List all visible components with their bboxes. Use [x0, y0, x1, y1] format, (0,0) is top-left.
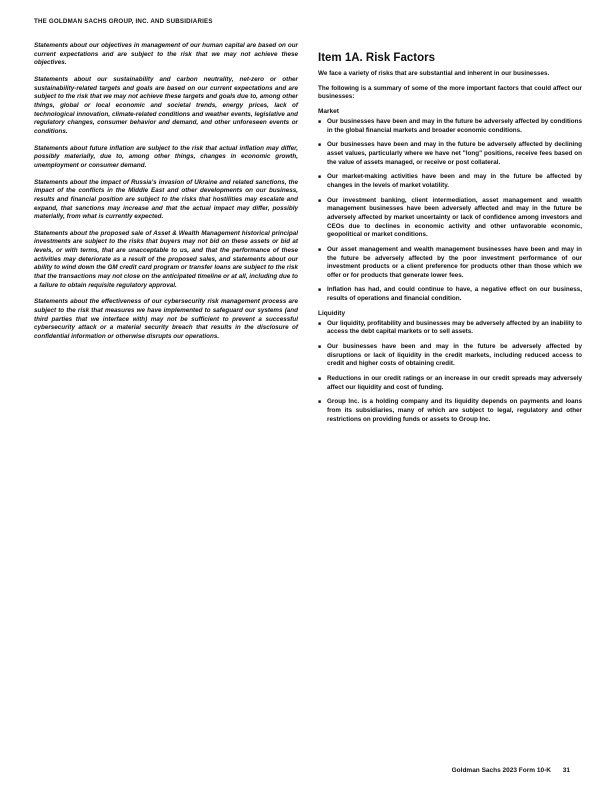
left-column [34, 42, 298, 350]
list-item: ■ Our businesses have been and may in the future be adversely affected by disruptions or lack of liquidity in the credit markets, including reduced access to credit and higher costs of obtaining credit. [318, 343, 582, 369]
intro-paragraph: We face a variety of risks that are substantial and inherent in our businesses. [318, 70, 550, 77]
section-title: Item 1A. Risk Factors [318, 52, 435, 64]
page-footer [452, 767, 570, 774]
forward-looking-paragraph: Statements about future inflation are subject to the risk that actual inflation may differ, possibly materially, due to, among other things, changes in economic growth, unemployment or consumer demand. [34, 144, 298, 169]
intro-paragraph: The following is a summary of some of the more important factors that could affect our businesses: [318, 84, 582, 101]
list-item: ■ Our businesses have been and may in the future be adversely affected by conditions in the global financial markets and broader economic conditions. [318, 118, 582, 135]
right-column [318, 42, 582, 430]
forward-looking-paragraph: Statements about our objectives in management of our human capital are based on our current expectations and are subject to the risk that we may not achieve these objectives. [34, 42, 298, 67]
forward-looking-paragraph: Statements about the proposed sale of Asset & Wealth Management historical principal investments are subject to the risks that buyers may not bid on these assets or bid at levels, or with terms, that are unacceptable to us, and that the performance of these activities may deteriorate as a result of the proposed sales, and statements about our ability to wind down the GM credit card program or transfer loans are subject to the risk that the transactions may not close on the anticipated timeline or at all, including due to a failure to obtain requisite regulatory approval. [34, 229, 298, 289]
list-item: ■ Group Inc. is a holding company and its liquidity depends on payments and loans from its subsidiaries, many of which are subject to legal, regulatory and other restrictions on providing funds or assets to Group Inc. [318, 398, 582, 424]
list-item: ■ Inflation has had, and could continue to have, a negative effect on our business, results of operations and financial condition. [318, 286, 582, 303]
liquidity-risk-list [318, 320, 582, 425]
forward-looking-paragraph: Statements about the impact of Russia's invasion of Ukraine and related sanctions, the impact of the conflicts in the Middle East and other developments on our business, results and financial position are subject to the risks that hostilities may escalate and expand, that sanctions may increase and that the actual impact may differ, possibly materially, from what is currently expected. [34, 178, 298, 221]
list-item: ■ Our investment banking, client intermediation, asset management and wealth management businesses have been adversely affected and may in the future be adversely affected by market uncertainty or lack of confidence among investors and CEOs due to declines in economic activity and other unfavorable economic, geopolitical or market conditions. [318, 197, 582, 240]
market-risk-list [318, 118, 582, 304]
subsection-heading-liquidity: Liquidity [318, 309, 346, 317]
list-item: ■ Reductions in our credit ratings or an increase in our credit spreads may adversely affect our liquidity and cost of funding. [318, 375, 582, 392]
footer-title: Goldman Sachs 2023 Form 10-K [451, 767, 551, 774]
page-number: 31 [562, 767, 570, 774]
forward-looking-paragraph: Statements about the effectiveness of our cybersecurity risk management process are subject to the risk that measures we have implemented to safeguard our systems (and third parties that we interface with) may not be sufficient to prevent a successful cybersecurity attack or a material security breach that results in the disclosure of confidential information or otherwise disrupts our operations. [34, 298, 298, 341]
list-item: ■ Our liquidity, profitability and businesses may be adversely affected by an inability to access the debt capital markets or to sell assets. [318, 320, 582, 337]
list-item: ■ Our businesses have been and may in the future be adversely affected by declining asset values, particularly where we have net "long" positions, receive fees based on the value of assets managed, or receive or post collateral. [318, 141, 582, 167]
page-header: THE GOLDMAN SACHS GROUP, INC. AND SUBSIDIARIES [34, 18, 213, 25]
subsection-heading-market: Market [318, 107, 339, 115]
list-item: ■ Our market-making activities have been and may in the future be affected by changes in the levels of market volatility. [318, 173, 582, 190]
forward-looking-paragraph: Statements about our sustainability and carbon neutrality, net-zero or other sustainability-related targets and goals are based on our current expectations and are subject to the risk that we may not achieve these targets and goals due to, among other things, global or local economic and societal trends, energy prices, lack of technological innovation, climate-related conditions and weather events, legislative and regulatory changes, consumer behavior and demand, and other unforeseen events or conditions. [34, 75, 298, 135]
list-item: ■ Our asset management and wealth management businesses have been and may in the future be adversely affected by the poor investment performance of our investment products or a client preference for products other than those which we offer or for products that generate lower fees. [318, 246, 582, 281]
